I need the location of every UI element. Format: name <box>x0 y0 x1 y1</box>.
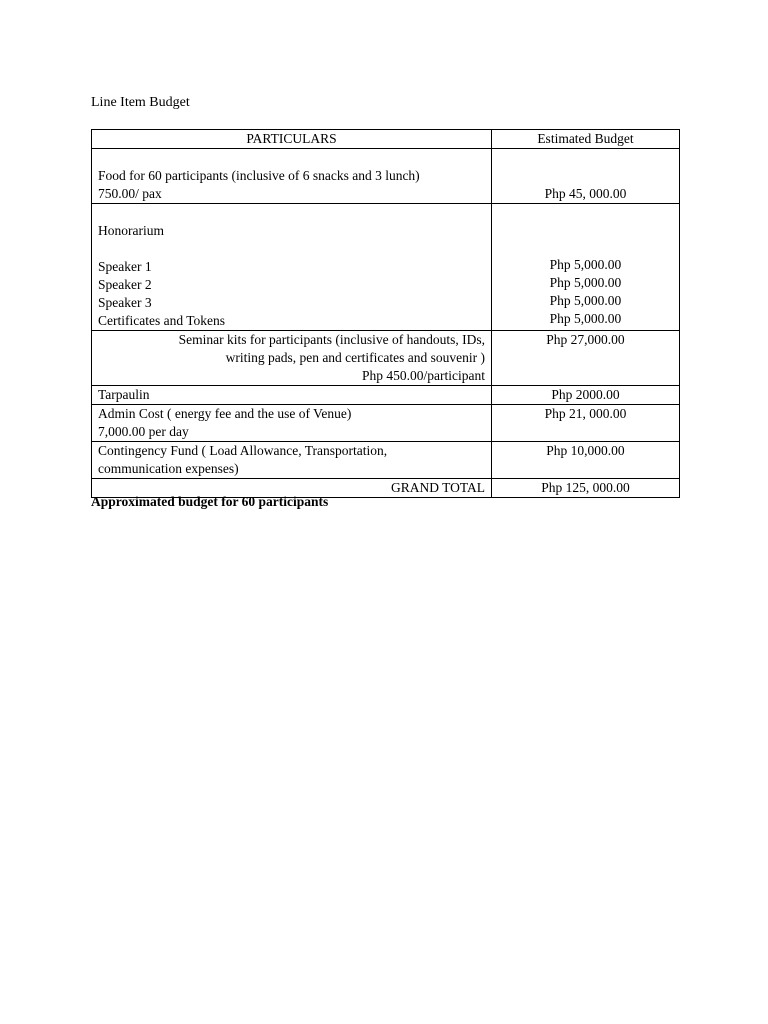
contingency-amount: Php 10,000.00 <box>546 443 625 458</box>
honorarium-particulars-cell <box>92 204 492 331</box>
certificates-tokens-amount: Php 5,000.00 <box>549 311 622 326</box>
header-estimated-budget: Estimated Budget <box>492 130 680 149</box>
admin-rate: 7,000.00 per day <box>98 424 189 439</box>
seminar-kits-description-cont: writing pads, pen and certificates and souvenir ) <box>225 350 485 365</box>
contingency-particulars-cell <box>92 442 492 479</box>
speaker-1-amount: Php 5,000.00 <box>549 257 622 272</box>
seminar-kits-amount: Php 27,000.00 <box>546 332 625 347</box>
budget-footnote: Approximated budget for 60 participants <box>91 494 329 509</box>
speaker-3-amount: Php 5,000.00 <box>549 293 622 308</box>
table-row-admin <box>92 405 680 442</box>
speaker-1-label: Speaker 1 <box>98 259 152 274</box>
contingency-description-cont: communication expenses) <box>98 461 239 476</box>
food-description: Food for 60 participants (inclusive of 6 snacks and 3 lunch) <box>98 168 420 183</box>
tarpaulin-amount: Php 2000.00 <box>492 386 680 405</box>
grand-total-amount: Php 125, 000.00 <box>492 479 680 498</box>
grand-total-label: GRAND TOTAL <box>92 479 492 498</box>
honorarium-amount-cell <box>492 204 680 331</box>
table-row-seminar-kits <box>92 331 680 386</box>
seminar-kits-amount-cell <box>492 331 680 386</box>
contingency-description: Contingency Fund ( Load Allowance, Transportation, <box>98 443 388 458</box>
speaker-2-label: Speaker 2 <box>98 277 152 292</box>
seminar-kits-rate: Php 450.00/participant <box>362 368 485 383</box>
admin-description: Admin Cost ( energy fee and the use of Venue) <box>98 406 352 421</box>
table-row-contingency <box>92 442 680 479</box>
tarpaulin-label: Tarpaulin <box>92 386 492 405</box>
table-row-food <box>92 149 680 204</box>
contingency-amount-cell <box>492 442 680 479</box>
seminar-kits-particulars-cell <box>92 331 492 386</box>
budget-table <box>91 129 680 498</box>
table-header-row <box>92 130 680 149</box>
admin-particulars-cell <box>92 405 492 442</box>
food-amount-cell <box>492 149 680 204</box>
admin-amount-cell <box>492 405 680 442</box>
food-amount: Php 45, 000.00 <box>544 186 627 201</box>
header-particulars: PARTICULARS <box>92 130 492 149</box>
honorarium-label: Honorarium <box>98 223 164 238</box>
admin-amount: Php 21, 000.00 <box>544 406 627 421</box>
food-particulars-cell <box>92 149 492 204</box>
speaker-2-amount: Php 5,000.00 <box>549 275 622 290</box>
document-title: Line Item Budget <box>91 95 190 110</box>
speaker-3-label: Speaker 3 <box>98 295 152 310</box>
table-row-tarpaulin <box>92 386 680 405</box>
seminar-kits-description: Seminar kits for participants (inclusive of handouts, IDs, <box>178 332 485 347</box>
table-row-honorarium <box>92 204 680 331</box>
food-rate: 750.00/ pax <box>98 186 162 201</box>
certificates-tokens-label: Certificates and Tokens <box>98 313 226 328</box>
